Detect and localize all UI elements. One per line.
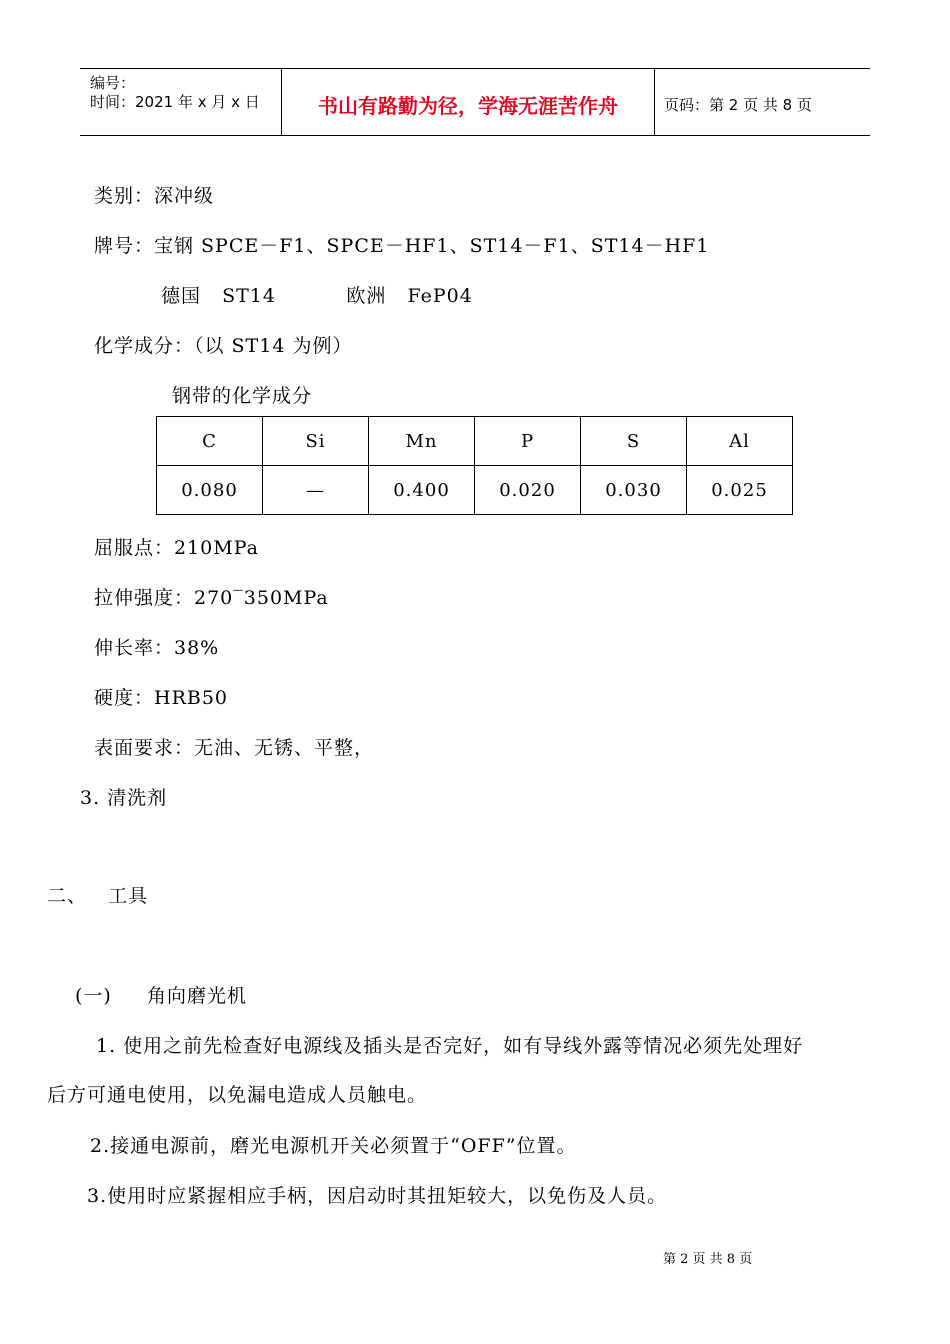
grinder-item-3: 3.使用时应紧握相应手柄，因启动时其扭矩较大，以免伤及人员。 — [87, 1185, 668, 1207]
table-header-cell: Si — [263, 417, 369, 466]
prop-yield: 屈服点：210MPa — [94, 537, 259, 559]
spec-category: 类别：深冲级 — [94, 185, 215, 207]
table-header-row — [157, 417, 793, 466]
prop-elongation: 伸长率：38% — [94, 637, 220, 659]
prop-hardness: 硬度：HRB50 — [94, 687, 229, 709]
prop-tensile: 拉伸强度：270‾350MPa — [94, 587, 329, 609]
table-header-cell: C — [157, 417, 263, 466]
header-top-rule — [80, 68, 870, 69]
table-cell: — — [263, 466, 369, 515]
chem-composition-table — [156, 416, 793, 515]
spec-chem-title: 化学成分：（以 ST14 为例） — [94, 335, 353, 357]
table-header-cell: Al — [687, 417, 793, 466]
spec-brand-line2: 德国 ST14 欧洲 FeP04 — [161, 285, 473, 307]
table-cell: 0.020 — [475, 466, 581, 515]
table-cell: 0.025 — [687, 466, 793, 515]
section-cleaner-heading: 3. 清洗剂 — [80, 787, 168, 809]
prop-surface: 表面要求：无油、无锈、平整， — [94, 737, 375, 759]
table-cell: 0.030 — [581, 466, 687, 515]
header-motto: 书山有路勤为径，学海无涯苦作舟 — [318, 94, 618, 118]
spec-brand-line1: 牌号：宝钢 SPCE－F1、SPCE－HF1、ST14－F1、ST14－HF1 — [94, 235, 710, 257]
table-header-cell: P — [475, 417, 581, 466]
table-header-cell: S — [581, 417, 687, 466]
header-number-label: 编号： — [90, 74, 136, 92]
footer-page-number: 第 2 页 共 8 页 — [663, 1252, 753, 1267]
grinder-item-1-line2: 后方可通电使用，以免漏电造成人员触电。 — [47, 1084, 428, 1106]
header-bottom-rule — [80, 135, 870, 136]
header-divider-right — [654, 68, 655, 135]
header-time-label: 时间：2021 年 x 月 x 日 — [90, 93, 260, 111]
table-cell: 0.400 — [369, 466, 475, 515]
section-tools-heading: 二、 工具 — [47, 885, 149, 907]
subsection-grinder-heading: (一) 角向磨光机 — [75, 985, 248, 1007]
grinder-item-2: 2.接通电源前，磨光电源机开关必须置于“OFF”位置。 — [90, 1135, 577, 1157]
grinder-item-1-line1: 1. 使用之前先检查好电源线及插头是否完好，如有导线外露等情况必须先处理好 — [96, 1035, 804, 1057]
table-header-cell: Mn — [369, 417, 475, 466]
table-cell: 0.080 — [157, 466, 263, 515]
table-caption: 钢带的化学成分 — [172, 385, 313, 407]
header-page-info: 页码：第 2 页 共 8 页 — [664, 96, 812, 114]
table-row — [157, 466, 793, 515]
